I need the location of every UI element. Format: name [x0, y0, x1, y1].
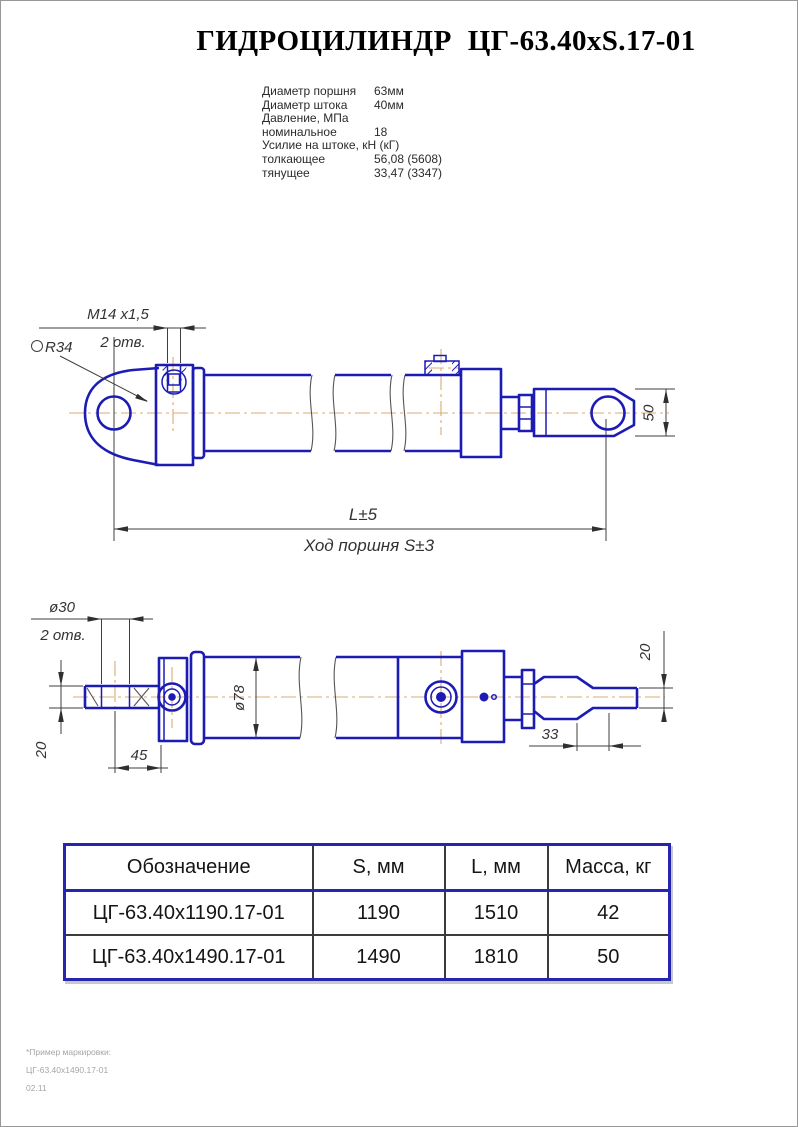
- cell-designation: ЦГ-63.40x1490.17-01: [65, 935, 313, 980]
- oil-port: [425, 356, 459, 376]
- spec-label: Диаметр поршня: [262, 84, 357, 98]
- col-mass: Масса, кг: [548, 845, 670, 891]
- rod-nut: [522, 670, 534, 728]
- footnote-line: 02.11: [26, 1083, 47, 1093]
- dim-tongue-thickness-left: [33, 660, 83, 759]
- thread-qty-label: 2 отв.: [100, 334, 146, 351]
- spec-value: 18: [374, 124, 388, 139]
- spec-label: Диаметр штока: [262, 97, 348, 112]
- cell-designation: ЦГ-63.40x1190.17-01: [92, 901, 285, 924]
- rod-end-tongue: [534, 677, 637, 688]
- cell-stroke: 1190: [313, 891, 445, 936]
- footnote-line: ЦГ-63.40х1490.17-01: [26, 1065, 109, 1075]
- spec-value: 40мм: [374, 97, 404, 112]
- title-product: ГИДРОЦИЛИНДР: [196, 25, 452, 57]
- col-designation: Обозначение: [65, 845, 313, 891]
- cell-mass: 50: [548, 935, 670, 980]
- cell-length: 1510: [445, 891, 548, 936]
- spec-value: 63мм: [374, 84, 404, 98]
- eye-radius-label: R34: [45, 339, 73, 356]
- thread-dim-label: M14 x1,5: [87, 306, 149, 323]
- circle-symbol: [32, 341, 43, 352]
- length-dim-label: L±5: [348, 505, 378, 524]
- cell-length: 1810: [445, 935, 548, 980]
- dim-hole-dia: [31, 599, 153, 684]
- spec-label: толкающее: [262, 151, 326, 166]
- parameters-table: [63, 843, 671, 981]
- spec-label: Давление, МПа: [262, 111, 349, 126]
- dim-rod-end-thickness: [637, 631, 673, 722]
- footnote-line: *Пример маркировки:: [26, 1047, 112, 1057]
- col-stroke: S, мм: [313, 845, 445, 891]
- cell-mass: 42: [548, 891, 670, 936]
- hole-offset-label: 45: [130, 747, 148, 764]
- hole-qty-label: 2 отв.: [40, 627, 86, 644]
- barrel-dia-label: ø78: [231, 685, 248, 711]
- stroke-dim-label: Ход поршня S±3: [303, 536, 435, 555]
- plan-view: [31, 599, 673, 773]
- rod-end-length-label: 33: [541, 726, 559, 743]
- rear-tongue: [85, 652, 204, 744]
- col-length: L, мм: [445, 845, 548, 891]
- dim-length: [114, 505, 606, 555]
- spec-label: тянущее: [262, 165, 310, 180]
- rear-collar: [191, 652, 204, 744]
- spec-value: 56,08 (5608): [374, 151, 443, 166]
- table-row: [65, 891, 670, 936]
- spec-value: 33,47 (3347): [374, 165, 443, 180]
- bleed-plug: [480, 693, 489, 702]
- cell-stroke: 1490: [313, 935, 445, 980]
- footnote: [26, 1043, 111, 1097]
- title-model: ЦГ-63.40xS.17-01: [467, 25, 696, 57]
- rod-eye-width-label: 50: [640, 404, 658, 422]
- dim-barrel-dia: [231, 657, 259, 738]
- table-header-row: [65, 845, 670, 891]
- spec-label: Усилие на штоке, кН (кГ): [262, 138, 400, 153]
- side-view: [32, 306, 676, 555]
- rod-end-thickness-label: 20: [637, 643, 654, 661]
- table-row: [65, 935, 670, 980]
- tongue-thickness-left-label: 20: [33, 741, 50, 759]
- rear-clevis: [85, 365, 204, 465]
- hole-dia-label: ø30: [49, 599, 75, 616]
- spec-label: номинальное: [262, 124, 337, 139]
